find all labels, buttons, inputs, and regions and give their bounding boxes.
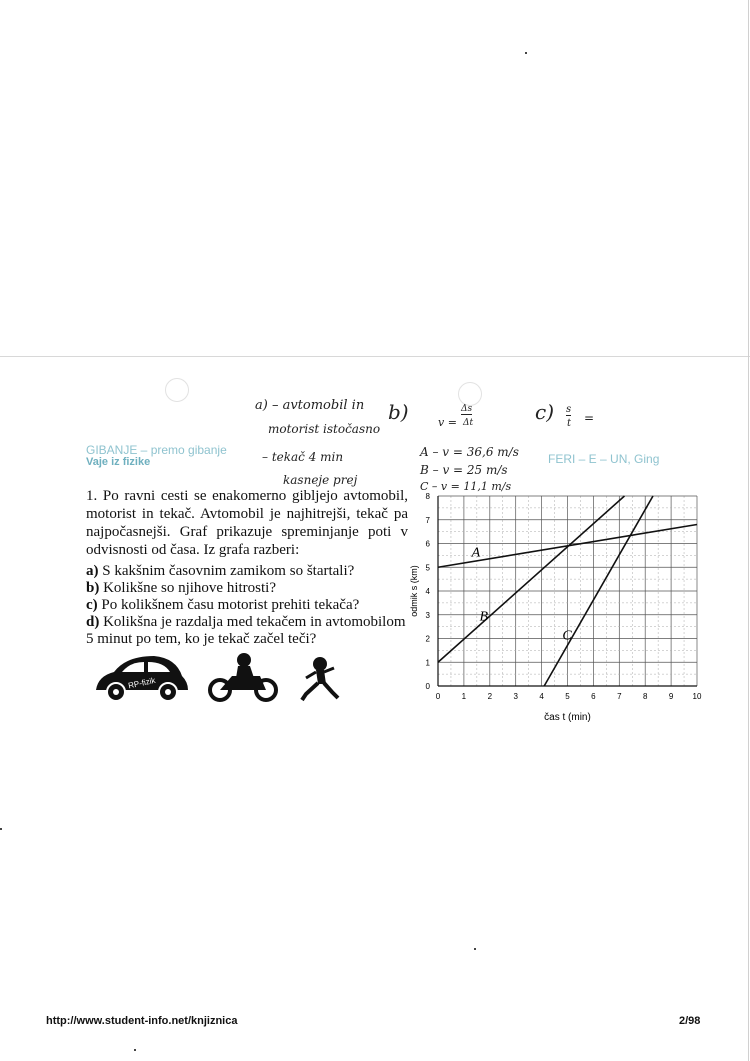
question-label: b) [86,580,100,596]
y-tick-label: 5 [425,563,430,573]
x-tick-label: 2 [487,692,493,701]
scan-speck [0,828,2,830]
handwritten-c-equals: = [584,411,595,425]
distance-time-chart [405,488,705,728]
y-tick-label: 6 [425,539,430,549]
chart-x-axis-label: čas t (min) [544,712,591,723]
y-tick-label: 2 [425,634,430,644]
handwritten-answer-a-line3: – tekač 4 min [262,450,344,464]
x-tick-label: 10 [692,692,702,701]
question-b [86,580,416,597]
question-label: d) [86,614,100,630]
y-tick-label: 0 [425,682,430,691]
handwritten-formula-numerator: Δs [461,404,473,414]
handwritten-formula-denominator: Δt [463,418,474,428]
punch-hole-left [165,378,189,402]
series-label-b: B [479,609,489,625]
page-number: 2/98 [679,1015,701,1027]
question-a [86,563,416,580]
series-label-c: C [562,628,572,644]
question-c [86,597,416,614]
vehicles-illustration [92,650,357,705]
footer-url: http://www.student-info.net/knjiznica [46,1015,238,1027]
handwritten-speed-c: C – v = 11,1 m/s [420,480,512,493]
x-tick-label: 3 [513,692,518,701]
chart-grid [438,496,697,686]
scan-speck [474,948,476,950]
question-label: c) [86,597,98,613]
scan-speck [134,1049,136,1051]
question-list [86,563,416,648]
x-tick-label: 9 [668,692,674,701]
y-tick-label: 1 [425,658,430,668]
handwritten-answer-a-line4: kasneje prej [283,473,358,487]
worksheet-subtitle: Vaje iz fizike [86,456,151,468]
handwritten-speed-b: B – v = 25 m/s [420,463,508,477]
handwritten-speed-a: A – v = 36,6 m/s [420,445,519,459]
scan-fold-line [0,356,750,357]
x-tick-label: 1 [461,692,467,701]
motorcycle-icon [210,653,276,700]
series-line-b [438,496,624,662]
question-text: S kakšnim časovnim zamikom so štartali? [102,563,355,579]
x-tick-label: 0 [435,692,441,701]
question-text: Kolikšna je razdalja med tekačem in avtomobilom 5 minut po tem, ko je tekač začel teči? [86,614,406,647]
punch-hole-right [458,382,482,406]
scan-edge [748,0,749,1061]
y-tick-label: 3 [425,610,430,620]
handwritten-label-c: c) [535,400,555,424]
handwritten-answer-a-line1: a) – avtomobil in [255,398,365,413]
handwritten-c-denominator: t [567,418,572,429]
handwritten-formula-v: v = [438,416,457,429]
handwritten-answer-a-line2: motorist istočasno [268,422,381,436]
course-code: FERI – E – UN, Ging [548,452,660,466]
y-tick-label: 8 [425,492,430,501]
x-tick-label: 6 [591,692,596,701]
y-tick-label: 7 [425,515,430,525]
question-label: a) [86,563,99,579]
car-icon [96,656,188,701]
question-text: Kolikšne so njihove hitrosti? [103,580,276,596]
question-d [86,614,416,648]
chart-ticks [426,492,702,701]
handwritten-label-b: b) [388,400,409,424]
x-tick-label: 7 [617,692,622,701]
x-tick-label: 8 [642,692,648,701]
worksheet-topic: GIBANJE – premo gibanje [86,443,227,457]
y-tick-label: 4 [425,587,430,596]
x-tick-label: 5 [565,692,570,701]
task-intro: 1. Po ravni cesti se enakomerno gibljejo avtomobil, motorist in tekač. Avtomobil je najhitrejši, tekač pa najpočasnejši. Graf prikazuje spreminjanje poti v odvisnosti od časa. Iz grafa razberi: [86,488,408,558]
x-tick-label: 4 [539,692,544,701]
scan-speck [525,52,527,54]
series-label-a: A [471,545,481,561]
car-label: RP-fizik [127,675,157,691]
chart-y-axis-label: odmik s (km) [409,565,419,617]
question-text: Po kolikšnem času motorist prehiti tekača? [101,597,360,613]
runner-icon [302,657,338,700]
handwritten-c-numerator: s [566,404,572,415]
